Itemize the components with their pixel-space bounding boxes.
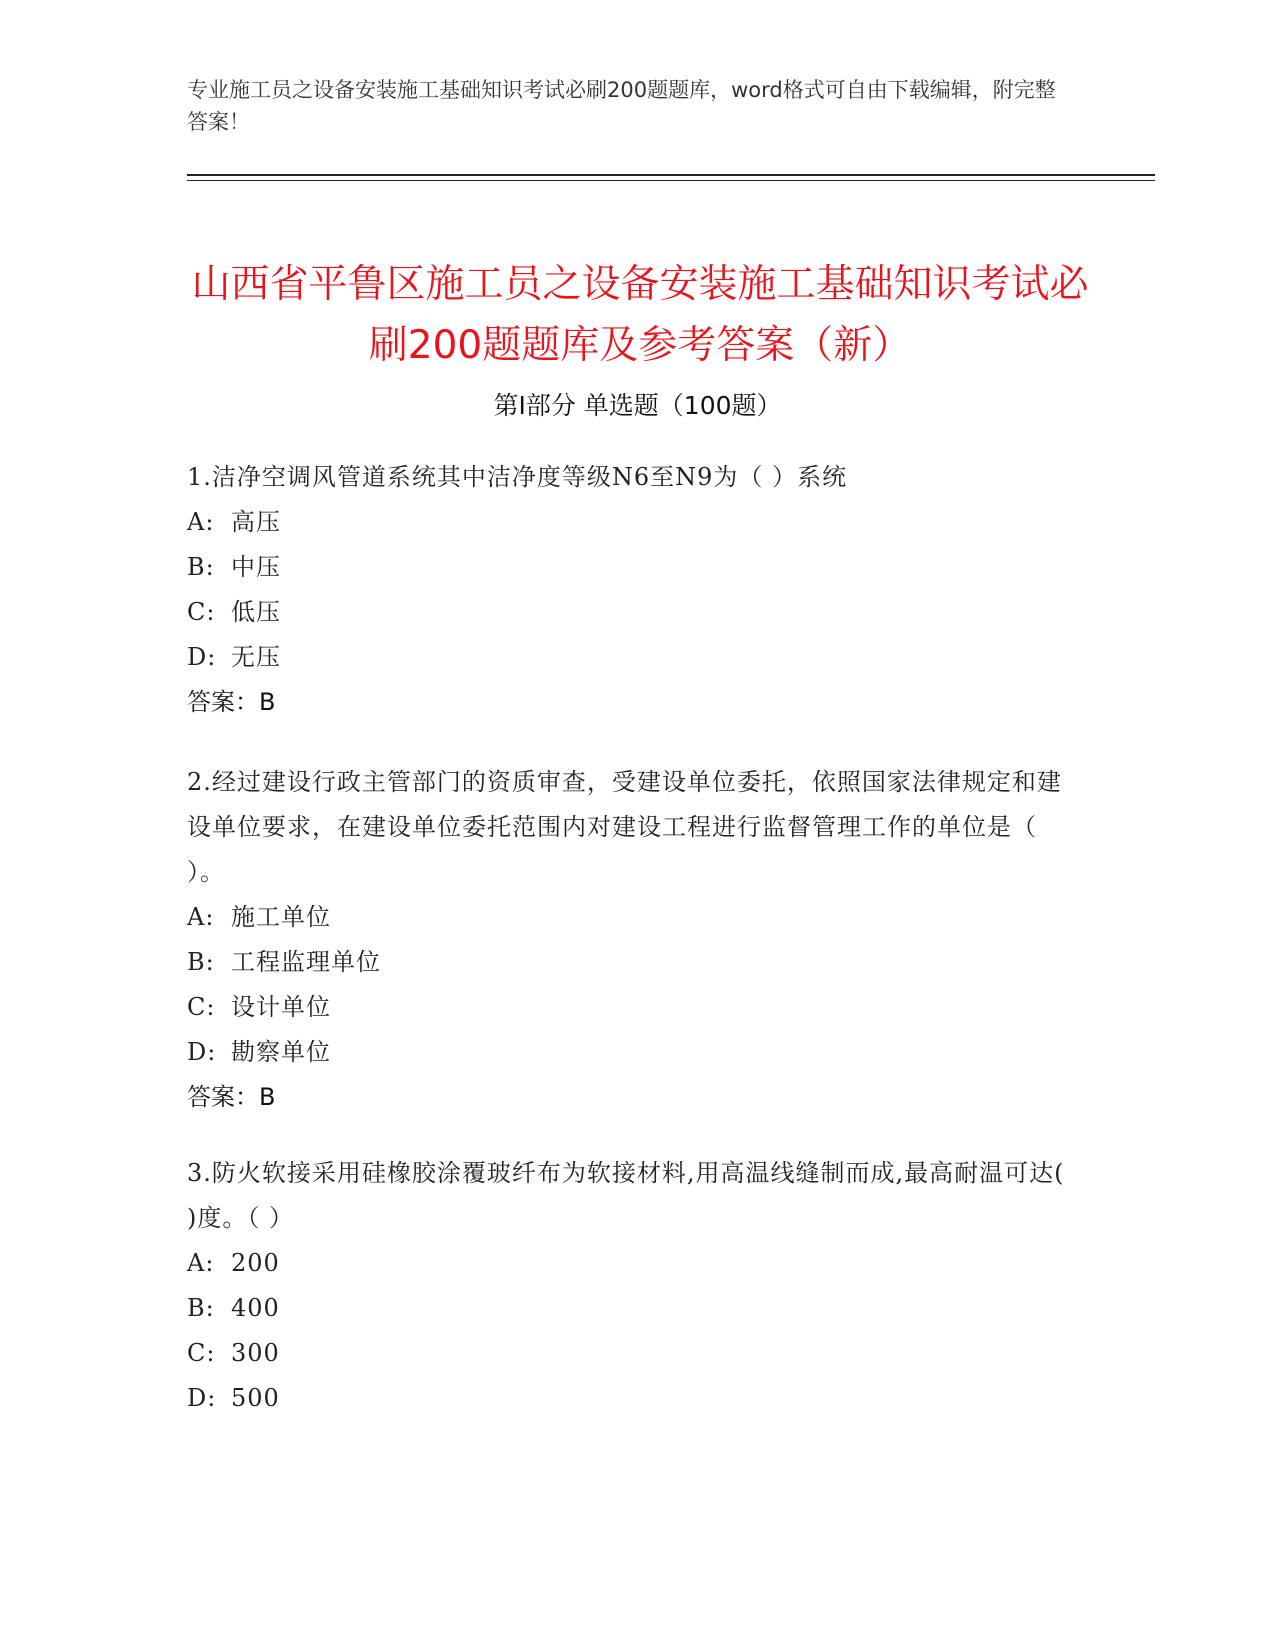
section-heading: 第Ⅰ部分 单选题（100题） bbox=[493, 391, 782, 420]
option-d: D: 500 bbox=[187, 1384, 280, 1412]
header-rule bbox=[187, 174, 1155, 176]
header-rule-thin bbox=[187, 180, 1155, 181]
question-stem: 2.经过建设行政主管部门的资质审查，受建设单位委托，依照国家法律规定和建设单位要求，在建设单位委托范围内对建设工程进行监督管理工作的单位是（ ）。 bbox=[187, 768, 1062, 886]
question-stem: 1.洁净空调风管道系统其中洁净度等级N6至N9为（ ）系统 bbox=[187, 463, 848, 491]
question-stem: 3.防火软接采用硅橡胶涂覆玻纤布为软接材料,用高温线缝制而成,最高耐温可达( )度。（ ） bbox=[187, 1159, 1065, 1232]
option-a: A: 200 bbox=[187, 1249, 280, 1277]
option-b: B: 中压 bbox=[187, 553, 281, 581]
option-b: B: 工程监理单位 bbox=[187, 948, 381, 976]
answer: 答案：B bbox=[187, 688, 276, 716]
option-d: D: 无压 bbox=[187, 643, 281, 671]
option-a: A: 高压 bbox=[187, 508, 281, 536]
option-c: C: 设计单位 bbox=[187, 993, 331, 1021]
question-3 bbox=[187, 1151, 1067, 1421]
option-d: D: 勘察单位 bbox=[187, 1038, 331, 1066]
question-1 bbox=[187, 455, 1067, 725]
option-b: B: 400 bbox=[187, 1294, 280, 1322]
option-a: A: 施工单位 bbox=[187, 903, 331, 931]
answer: 答案：B bbox=[187, 1083, 276, 1111]
option-c: C: 300 bbox=[187, 1339, 280, 1367]
page-title: 山西省平鲁区施工员之设备安装施工基础知识考试必刷200题题库及参考答案（新） bbox=[191, 262, 1089, 369]
header-note: 专业施工员之设备安装施工基础知识考试必刷200题题库，word格式可自由下载编辑，附完整答案！ bbox=[187, 78, 1056, 134]
option-c: C: 低压 bbox=[187, 598, 281, 626]
question-2 bbox=[187, 760, 1067, 1120]
